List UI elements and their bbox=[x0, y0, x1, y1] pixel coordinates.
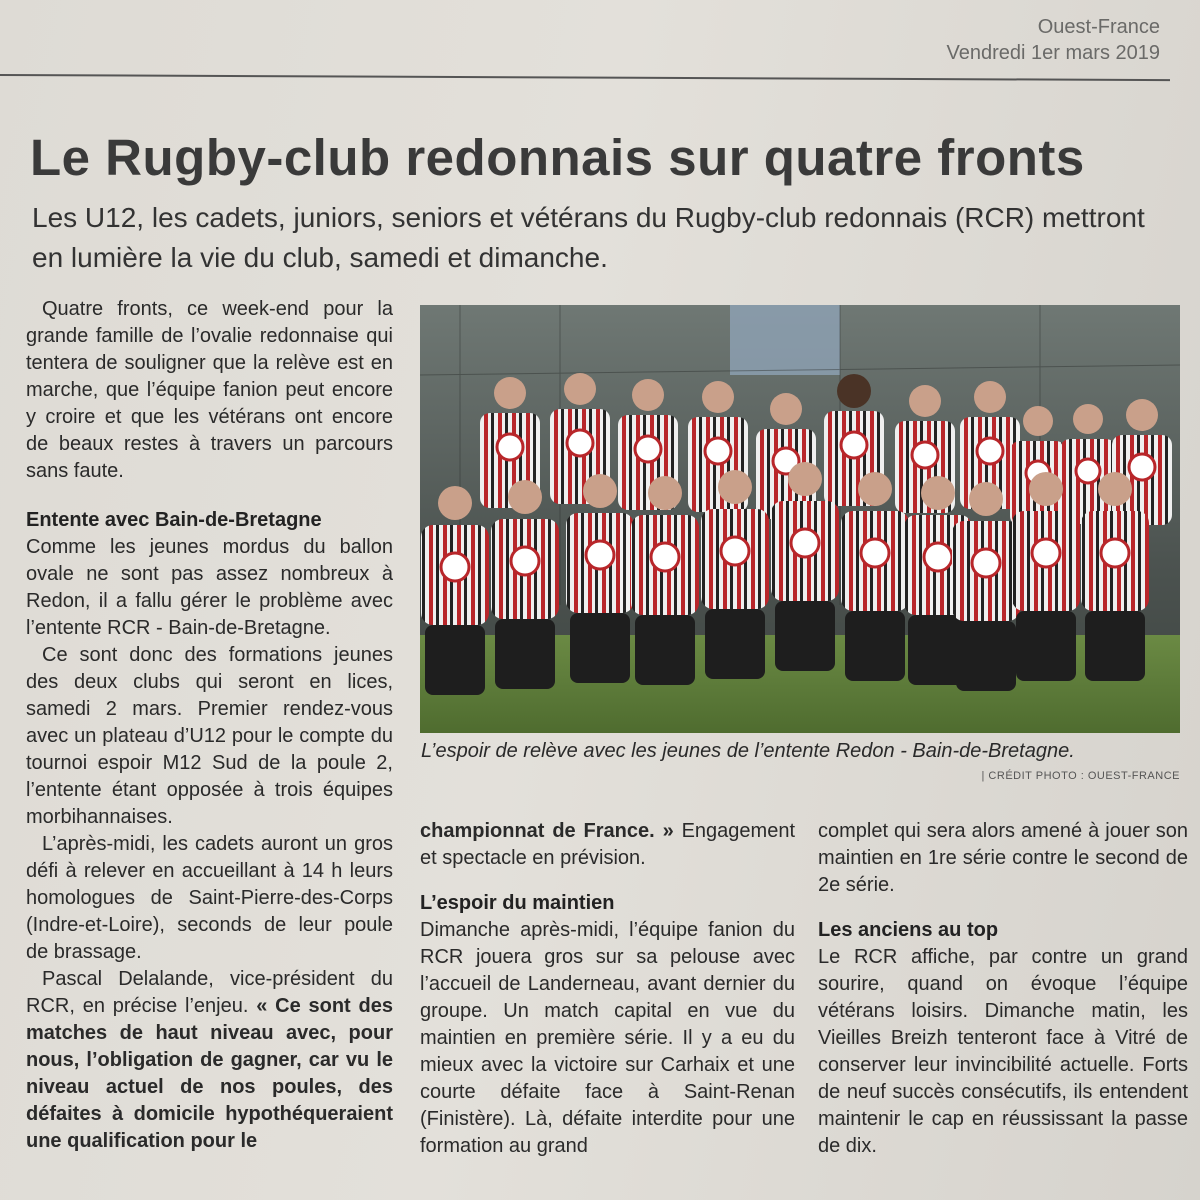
column-1 bbox=[26, 296, 393, 1155]
paragraph-6: Le RCR affiche, par contre un grand sourire, quand on évoque l’équipe vétérans loisirs. Dimanche matin, les Vieilles Breizh tenteront face à Vitré de conserver leur invincibilité actuelle. Forts de neuf succès consécutifs, ils entendent maintenir le cap en réussissant la passe de dix. bbox=[818, 946, 1188, 1157]
paragraph-3: L’après-midi, les cadets auront un gros défi à relever en accueillant à 14 h leurs homologues de Saint-Pierre-des-Corps (Indre-et-Loire), seconds de leur poule de brassage. bbox=[26, 833, 393, 963]
standfirst: Les U12, les cadets, juniors, seniors et vétérans du Rugby-club redonnais (RCR) mettront en lumière la vie du club, samedi et dimanche. bbox=[32, 202, 1145, 273]
column-3 bbox=[818, 818, 1188, 1160]
publication-date: Vendredi 1er mars 2019 bbox=[946, 42, 1160, 64]
column-2 bbox=[420, 818, 795, 1160]
intro-paragraph: Quatre fronts, ce week-end pour la grande famille de l’ovalie redonnaise qui tentera de souligner que la relève est en marche, que l’équipe fanion peut encore y croire et que les vétérans ont encore de beaux restes à travers un parcours sans faute. bbox=[26, 298, 393, 482]
continuation-text: Engagement et spectacle en prévision. bbox=[420, 820, 795, 869]
team-photo bbox=[420, 305, 1180, 733]
team-photo-image bbox=[420, 305, 1180, 733]
quote-end: championnat de France. » bbox=[420, 820, 674, 842]
paragraph-5: Dimanche après-midi, l’équipe fanion du RCR jouera gros sur sa pelouse avec l’accueil de Landerneau, avant dernier du groupe. Un match capital en vue du maintien en première série. Il y a eu du mieux avec la victoire sur Carhaix et une courte défaite face à Saint-Renan (Finistère). Là, défaite interdite pour une formation au grand bbox=[420, 919, 795, 1157]
paragraph-4-quote: « Ce sont des matches de haut niveau avec, pour nous, l’obligation de gagner, car vu le niveau actuel de nos poules, des défaites à domicile hypothéqueraient une qualification pour le bbox=[26, 995, 393, 1152]
top-rule bbox=[0, 74, 1170, 81]
headline: Le Rugby-club redonnais sur quatre fronts bbox=[30, 129, 1085, 186]
subheading-entente: Entente avec Bain-de-Bretagne bbox=[26, 509, 322, 531]
continuation-paragraph bbox=[420, 818, 795, 872]
paragraph-2: Ce sont donc des formations jeunes des deux clubs qui seront en lices, samedi 2 mars. Premier rendez-vous avec un plateau d’U12 pour le compte du tournoi espoir M12 Sud de la poule 2, l’entente étant opposée à trois équipes morbihannaises. bbox=[26, 644, 393, 828]
photo-caption: L’espoir de relève avec les jeunes de l’entente Redon - Bain-de-Bretagne. bbox=[421, 740, 1075, 762]
photo-credit: | CRÉDIT PHOTO : OUEST-FRANCE bbox=[981, 770, 1180, 782]
paragraph-4 bbox=[26, 966, 393, 1155]
masthead bbox=[947, 14, 1160, 66]
subheading-anciens: Les anciens au top bbox=[818, 919, 999, 941]
paragraph-1: Comme les jeunes mordus du ballon ovale ne sont pas assez nombreux à Redon, il a fallu gérer le problème avec l’entente RCR - Bain-de-Bretagne. bbox=[26, 536, 393, 639]
paragraph-4-text: Pascal Delalande, vice-président du RCR, en précise l’enjeu. bbox=[26, 968, 393, 1017]
newspaper-name: Ouest-France bbox=[1037, 16, 1160, 38]
continuation-paragraph-3: complet qui sera alors amené à jouer son maintien en 1re série contre le second de 2e série. bbox=[818, 820, 1188, 896]
subheading-maintien: L’espoir du maintien bbox=[420, 892, 615, 914]
